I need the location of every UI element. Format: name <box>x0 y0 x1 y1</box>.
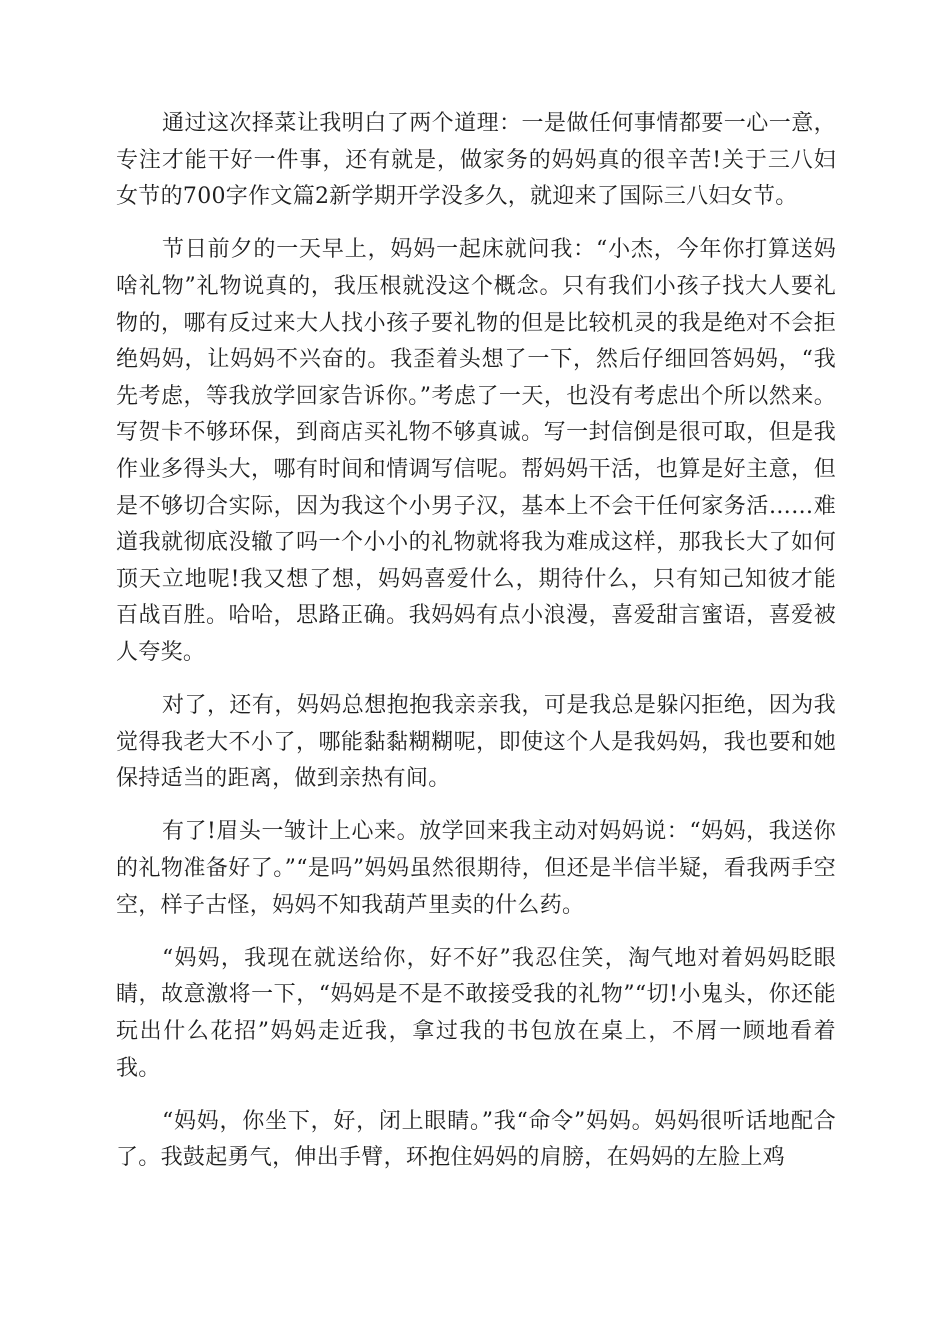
paragraph-2: 节日前夕的一天早上，妈妈一起床就问我：“小杰，今年你打算送妈啥礼物”礼物说真的，我压根就没这个概念。只有我们小孩子找大人要礼物的，哪有反过来大人找小孩子要礼物的但是比较机灵的我是绝对不会拒绝妈妈，让妈妈不兴奋的。我歪着头想了一下，然后仔细回答妈妈，“我先考虑，等我放学回家告诉你。”考虑了一天，也没有考虑出个所以然来。写贺卡不够环保，到商店买礼物不够真诚。写一封信倒是很可取，但是我作业多得头大，哪有时间和情调写信呢。帮妈妈干活，也算是好主意，但是不够切合实际，因为我这个小男子汉，基本上不会干任何家务活……难道我就彻底没辙了吗一个小小的礼物就将我为难成这样，那我长大了如何顶天立地呢!我又想了想，妈妈喜爱什么，期待什么，只有知己知彼才能百战百胜。哈哈，思路正确。我妈妈有点小浪漫，喜爱甜言蜜语，喜爱被人夸奖。 <box>116 237 836 665</box>
paragraph-3: 对了，还有，妈妈总想抱抱我亲亲我，可是我总是躲闪拒绝，因为我觉得我老大不小了，哪能黏黏糊糊呢，即使这个人是我妈妈，我也要和她保持适当的距离，做到亲热有间。 <box>116 693 836 792</box>
paragraph-1: 通过这次择菜让我明白了两个道理：一是做任何事情都要一心一意，专注才能干好一件事，还有就是，做家务的妈妈真的很辛苦!关于三八妇女节的700字作文篇2新学期开学没多久，就迎来了国际三八妇女节。 <box>116 111 836 210</box>
paragraph-5: “妈妈，我现在就送给你，好不好”我忍住笑，淘气地对着妈妈眨眼睛，故意激将一下，“妈妈是不是不敢接受我的礼物”“切!小鬼头，你还能玩出什么花招”妈妈走近我，拿过我的书包放在桌上，不屑一顾地看着我。 <box>116 945 836 1081</box>
paragraph-4: 有了!眉头一皱计上心来。放学回来我主动对妈妈说：“妈妈，我送你的礼物准备好了。”“是吗”妈妈虽然很期待，但还是半信半疑，看我两手空空，样子古怪，妈妈不知我葫芦里卖的什么药。 <box>116 819 836 918</box>
document-body <box>116 106 836 1194</box>
paragraph-6: “妈妈，你坐下，好，闭上眼睛。”我“命令”妈妈。妈妈很听话地配合了。我鼓起勇气，伸出手臂，环抱住妈妈的肩膀，在妈妈的左脸上鸡 <box>116 1108 836 1171</box>
